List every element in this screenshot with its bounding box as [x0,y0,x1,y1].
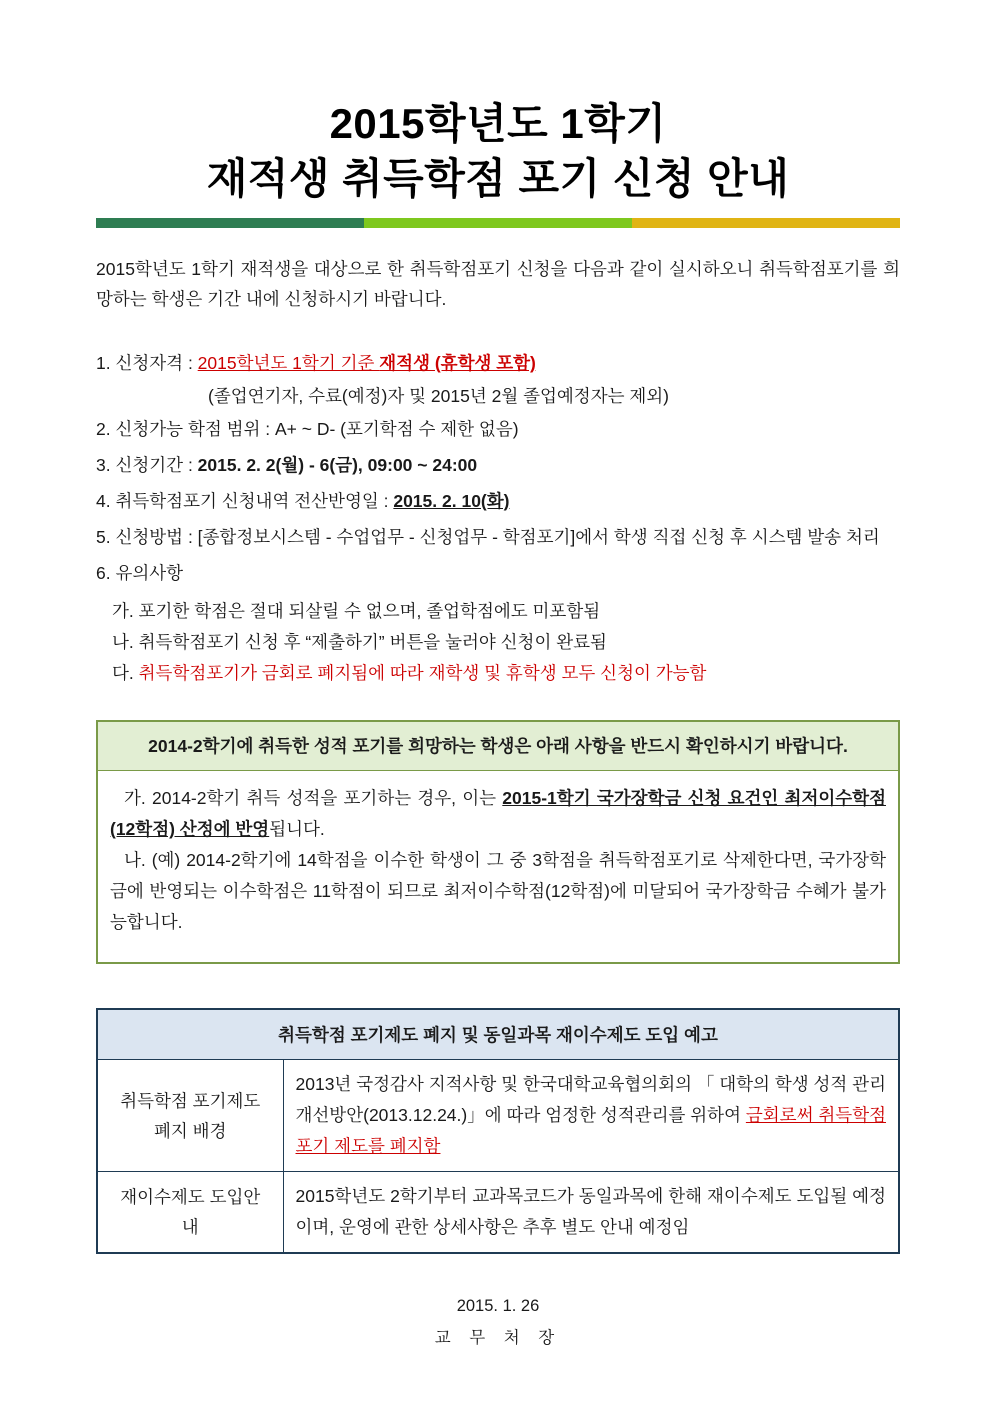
list-item-2: 2. 신청가능 학점 범위 : A+ ~ D- (포기학점 수 제한 없음) [96,419,519,439]
item4-prefix: 4. 취득학점포기 신청내역 전산반영일 : [96,491,394,511]
list-item-5: 5. 신청방법 : [종합정보시스템 - 수업업무 - 신청업무 - 학점포기]에서 학생 직접 신청 후 시스템 발송 처리 [96,527,880,547]
page-title-line2: 재적생 취득학점 포기 신청 안내 [206,155,790,202]
sub-item-ga: 가. 포기한 학점은 절대 되살릴 수 없으며, 졸업학점에도 미포함됨 [112,601,601,621]
intro-paragraph: 2015학년도 1학기 재적생을 대상으로 한 취득학점포기 신청을 다음과 같이 실시하오니 취득학점포기를 희망하는 학생은 기간 내에 신청하시기 바랍니다. [96,259,900,309]
row1-text-emphasis: 금회로써 취득학점포기 제도를 폐지함 [295,1105,886,1156]
scholarship-notice-paragraph-1 [110,783,886,845]
table-row [97,1060,899,1172]
row1-text-cell [283,1060,899,1172]
scholarship-notice-box [96,720,900,964]
item1-eligibility-bold: 재적생 (휴학생 포함) [379,353,536,373]
notice-p1-prefix: 가. 2014-2학기 취득 성적을 포기하는 경우, 이는 [124,788,503,808]
table-header-cell: 취득학점 포기제도 폐지 및 동일과목 재이수제도 도입 예고 [97,1009,899,1060]
divider-segment-dark-green [96,218,364,228]
footer-signature: 교 무 처 장 [434,1329,562,1347]
item1-eligibility-highlight: 2015학년도 1학기 기준 [197,353,380,373]
row2-text-cell: 2015학년도 2학기부터 교과목코드가 동일과목에 한해 재이수제도 도입될 예정이며, 운영에 관한 상세사항은 추후 별도 안내 예정임 [283,1172,899,1254]
footer-date: 2015. 1. 26 [456,1297,540,1315]
item3-period: 2015. 2. 2(월) - 6(금), 09:00 ~ 24:00 [197,455,478,475]
policy-announcement-table [96,1008,900,1254]
row1-label-cell: 취득학점 포기제도 폐지 배경 [97,1060,283,1172]
sub-item-da [96,658,900,688]
divider-segment-gold [632,218,900,228]
scholarship-notice-body [98,771,898,962]
list-item-4 [96,486,900,516]
caution-sub-items [96,596,900,688]
sub-item-da-prefix: 다. [112,663,139,683]
list-item-1-note: (졸업연기자, 수료(예정)자 및 2015년 2월 졸업예정자는 제외) [208,386,670,406]
row2-label-cell: 재이수제도 도입안내 [97,1172,283,1254]
item3-prefix: 3. 신청기간 : [96,455,198,475]
scholarship-notice-header: 2014-2학기에 취득한 성적 포기를 희망하는 학생은 아래 사항을 반드시 확인하시기 바랍니다. [98,722,898,771]
page-title-line1: 2015학년도 1학기 [329,100,667,147]
title-divider-bar [96,218,900,228]
notice-p1-emphasis: 2015-1학기 국가장학금 신청 요건인 최저이수학점(12학점) 산정에 반영 [110,788,886,839]
document-footer [96,1290,900,1354]
list-item-1 [96,348,900,378]
divider-segment-light-green [364,218,632,228]
sub-item-da-highlight: 취득학점포기가 금회로 폐지됨에 따라 재학생 및 휴학생 모두 신청이 가능함 [138,663,707,683]
notice-p1-suffix: 됩니다. [269,819,325,839]
table-row [97,1172,899,1254]
item1-prefix: 1. 신청자격 : [96,353,198,373]
page-title [96,96,900,206]
item4-date: 2015. 2. 10(화) [393,491,510,511]
list-item-3 [96,450,900,480]
sub-item-na: 나. 취득학점포기 신청 후 “제출하기” 버튼을 눌러야 신청이 완료됨 [112,632,607,652]
numbered-list [96,348,900,588]
scholarship-notice-paragraph-2: 나. (예) 2014-2학기에 14학점을 이수한 학생이 그 중 3학점을 취득학점포기로 삭제한다면, 국가장학금에 반영되는 이수학점은 11학점이 되므로 최저이수학점(12학점)에 미달되어 국가장학금 수혜가 불가능합니다. [110,850,886,932]
list-item-6: 6. 유의사항 [96,563,184,583]
row1-text-prefix: 2013년 국정감사 지적사항 및 한국대학교육협의회의 「 대학의 학생 성적 관리 개선방안(2013.12.24.)」에 따라 엄정한 성적관리를 위하여 [295,1074,886,1125]
table-header-row [97,1009,899,1060]
